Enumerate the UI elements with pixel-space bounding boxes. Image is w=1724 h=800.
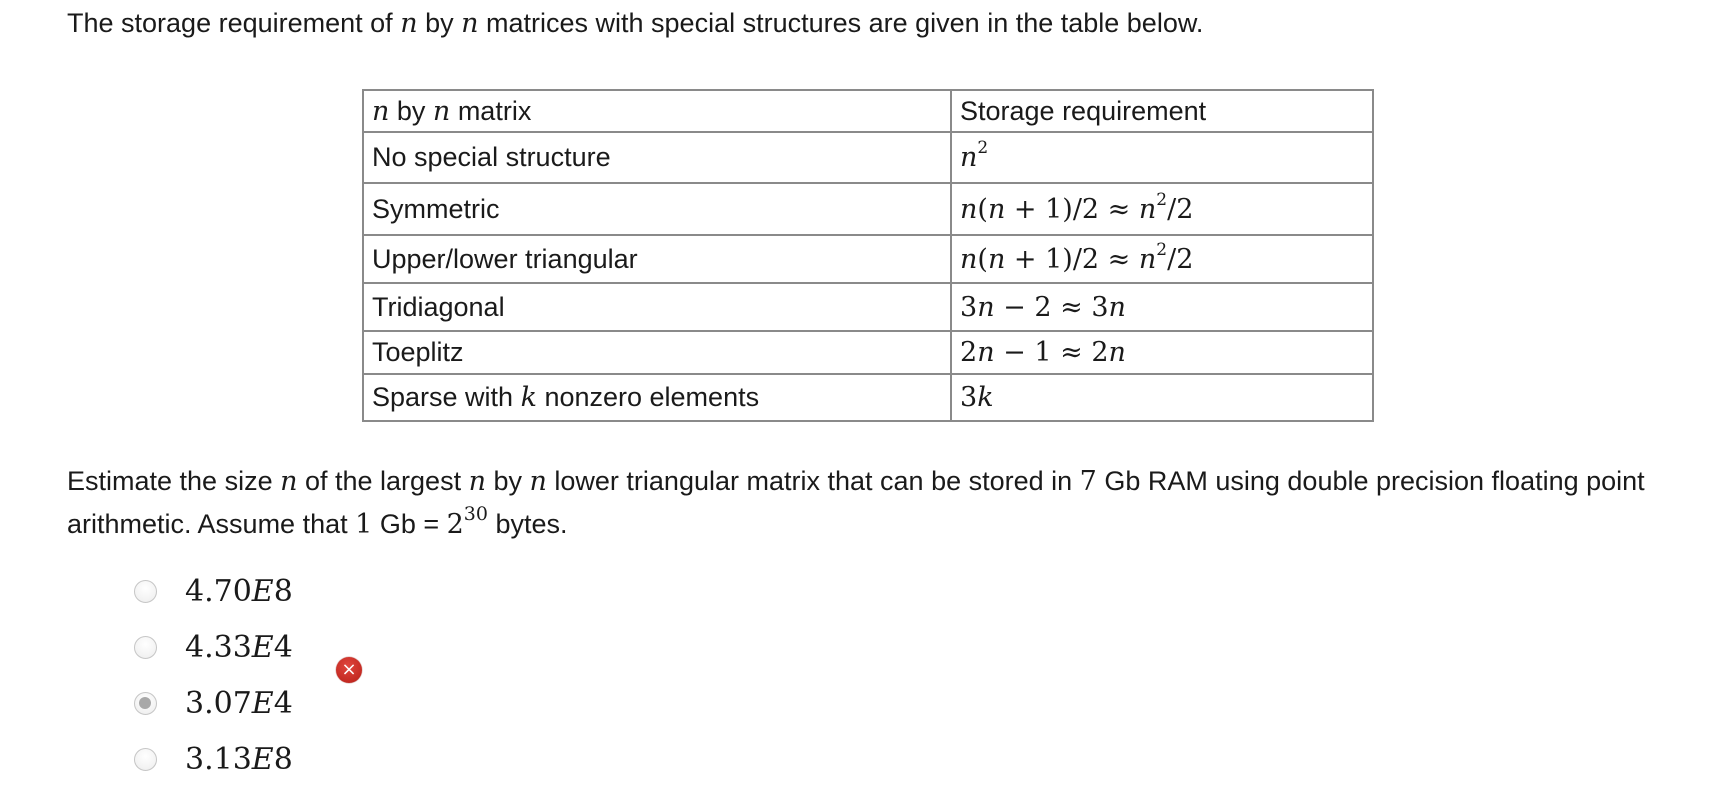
intro-part: by: [417, 8, 462, 38]
option-label: [185, 686, 293, 721]
math-var-n: n: [280, 466, 298, 497]
header-matrix: [363, 90, 951, 132]
math-number: 1: [355, 509, 373, 540]
option-exponent: 8: [273, 573, 293, 609]
row-name-part: nonzero elements: [536, 382, 760, 412]
table-row: [363, 331, 1373, 374]
storage-table: [362, 89, 1374, 422]
radio-button-selected[interactable]: [134, 692, 157, 715]
table-header-row: [363, 90, 1373, 132]
option-exponent: 4: [273, 629, 293, 665]
table-row: [363, 374, 1373, 421]
option-exponent: 8: [273, 741, 293, 777]
radio-button[interactable]: [134, 580, 157, 603]
row-name: [363, 374, 951, 421]
math-var-n: n: [529, 466, 547, 497]
header-text: matrix: [450, 95, 532, 126]
option-label: [185, 574, 293, 609]
answer-option[interactable]: [134, 675, 293, 731]
option-e: E: [251, 573, 274, 609]
intro-part: matrices with special structures are given in the table below.: [478, 8, 1204, 38]
question-part: bytes.: [487, 509, 568, 539]
table-row: [363, 283, 1373, 331]
question-part: Gb =: [372, 509, 447, 539]
math-number: 7: [1079, 466, 1097, 497]
row-formula: $n^2$: [951, 132, 1373, 183]
incorrect-close-icon: ×: [336, 657, 362, 683]
table-row: [363, 132, 1373, 183]
intro-text: [67, 5, 1203, 42]
radio-button[interactable]: [134, 748, 157, 771]
option-exponent: 4: [273, 685, 293, 721]
question-text: [67, 460, 1697, 546]
question-part: by: [485, 466, 530, 496]
answer-option[interactable]: [134, 563, 293, 619]
header-storage: Storage requirement: [951, 90, 1373, 132]
answer-options: [134, 563, 293, 787]
option-label: [185, 630, 293, 665]
table-row: [363, 235, 1373, 283]
header-text: by: [389, 95, 433, 126]
row-formula: $n(n + 1)/2 \approx n^2/2$: [951, 235, 1373, 283]
math-var-n: n: [372, 95, 390, 127]
math-var-n: n: [468, 466, 486, 497]
question-part: lower triangular matrix that can be stored in: [546, 466, 1080, 496]
math-var-n: n: [461, 8, 479, 39]
math-number: 2: [446, 509, 464, 540]
option-e: E: [251, 741, 274, 777]
row-formula: 3k: [951, 374, 1373, 421]
option-label: [185, 742, 293, 777]
row-name-part: Sparse with: [372, 382, 521, 412]
intro-part: The storage requirement of: [67, 8, 401, 38]
math-var-n: n: [400, 8, 418, 39]
row-formula: 2n − 1 ≈ 2n: [951, 331, 1373, 374]
answer-option[interactable]: [134, 619, 293, 675]
question-part: of the largest: [297, 466, 469, 496]
option-e: E: [251, 685, 274, 721]
math-var-k: k: [520, 382, 537, 413]
option-mantissa: 3.13: [185, 741, 252, 777]
row-formula: 3n − 2 ≈ 3n: [951, 283, 1373, 331]
row-name: Tridiagonal: [363, 283, 951, 331]
row-name: Upper/lower triangular: [363, 235, 951, 283]
math-exponent: 30: [463, 503, 488, 525]
option-e: E: [251, 629, 274, 665]
row-formula: $n(n + 1)/2 \approx n^2/2$: [951, 183, 1373, 235]
question-part: Estimate the size: [67, 466, 281, 496]
table-row: [363, 183, 1373, 235]
row-name: Toeplitz: [363, 331, 951, 374]
math-var-n: n: [432, 95, 451, 127]
option-mantissa: 4.33: [185, 629, 252, 665]
row-name: Symmetric: [363, 183, 951, 235]
row-name: No special structure: [363, 132, 951, 183]
option-mantissa: 3.07: [185, 685, 252, 721]
option-mantissa: 4.70: [185, 573, 252, 609]
question-part: Gb RAM using double precision floating point arithmetic. Assume that: [67, 466, 1645, 539]
radio-button[interactable]: [134, 636, 157, 659]
answer-option[interactable]: [134, 731, 293, 787]
